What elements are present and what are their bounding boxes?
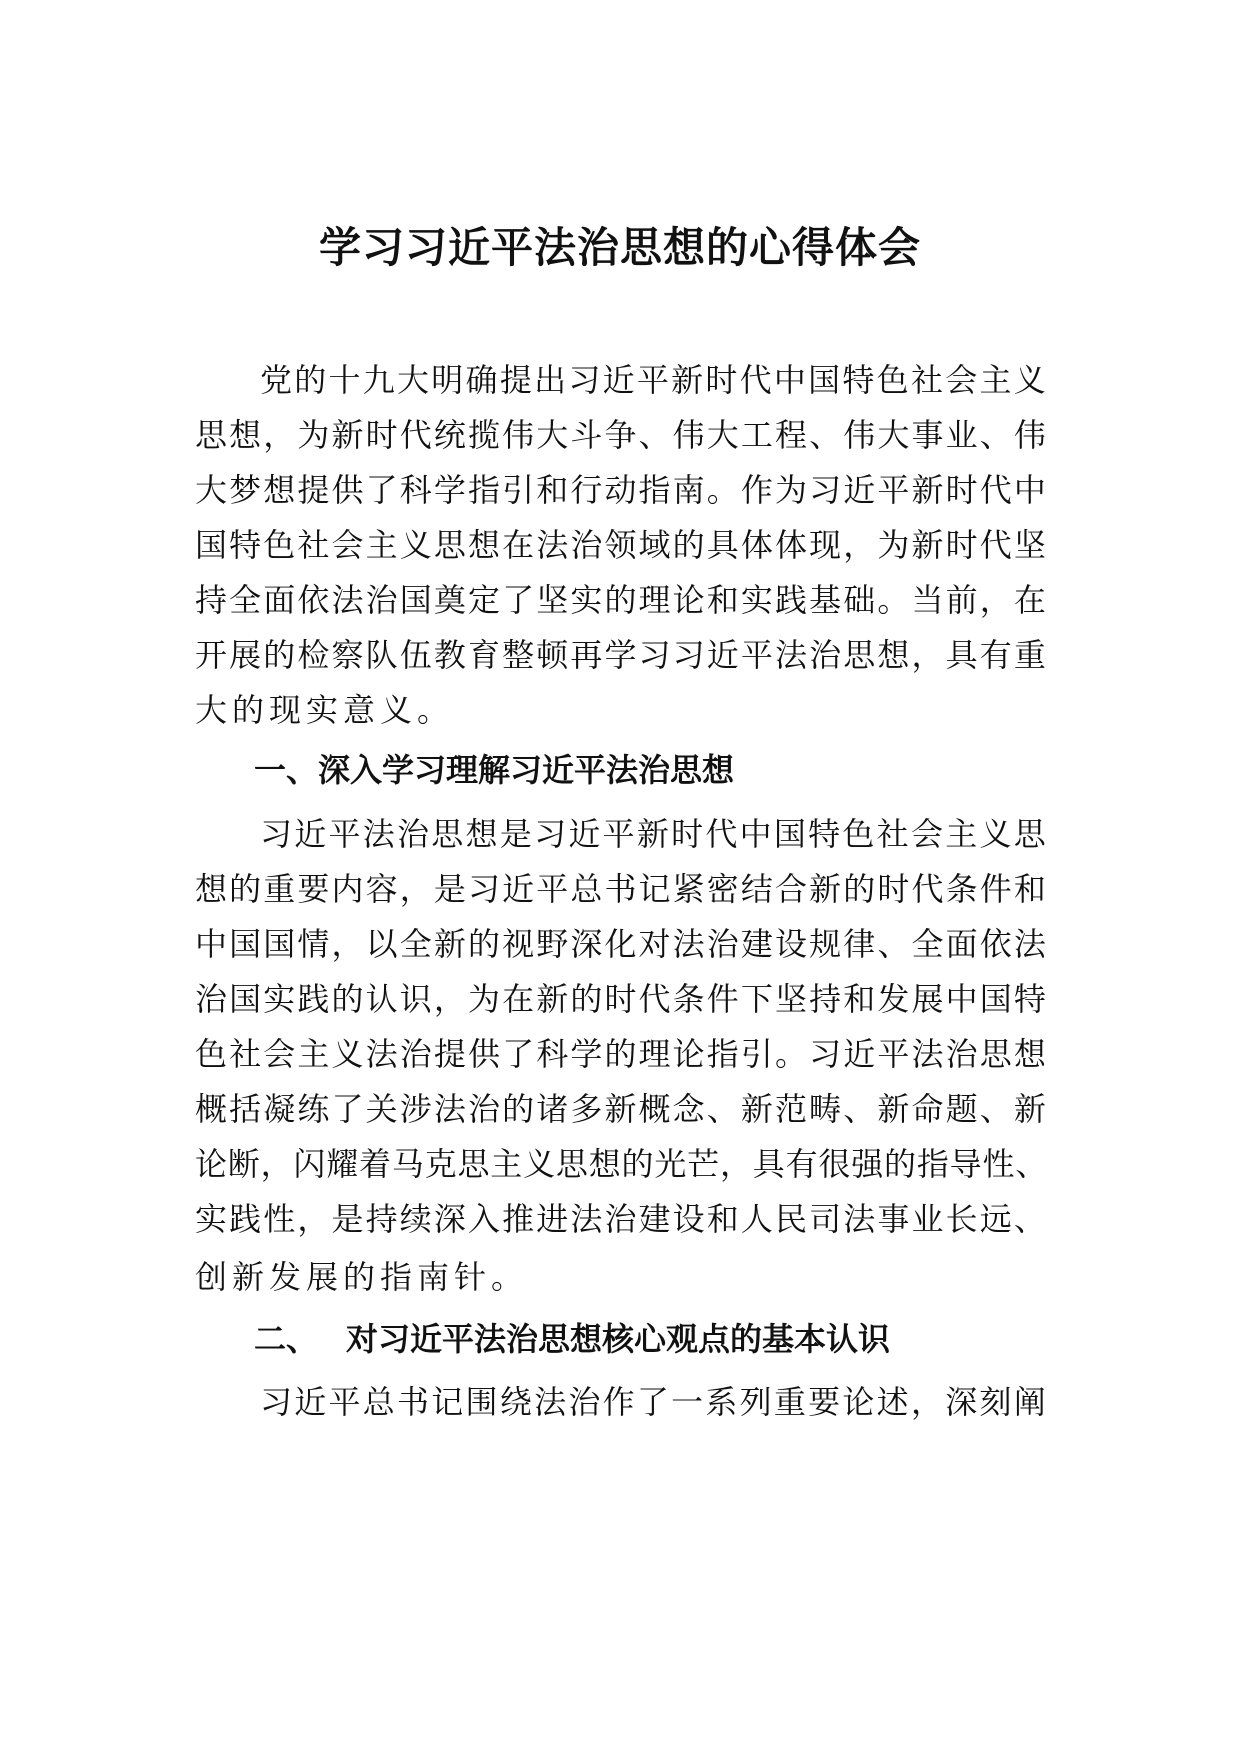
paragraph-line: 治国实践的认识，为在新的时代条件下坚持和发展中国特 xyxy=(195,980,1049,1018)
section-heading-2-number: 二、 xyxy=(254,1320,319,1358)
paragraph-line: 习近平法治思想是习近平新时代中国特色社会主义思 xyxy=(260,815,1048,853)
paragraph-line: 概括凝练了关涉法治的诸多新概念、新范畴、新命题、新 xyxy=(195,1090,1049,1128)
paragraph-line: 国特色社会主义思想在法治领域的具体体现，为新时代坚 xyxy=(195,526,1049,564)
section-heading-2 xyxy=(254,1317,890,1361)
paragraph-line: 思想，为新时代统揽伟大斗争、伟大工程、伟大事业、伟 xyxy=(195,416,1049,454)
paragraph-line: 持全面依法治国奠定了坚实的理论和实践基础。当前，在 xyxy=(195,581,1049,619)
paragraph-line: 党的十九大明确提出习近平新时代中国特色社会主义 xyxy=(260,361,1048,399)
paragraph-line: 习近平总书记围绕法治作了一系列重要论述，深刻阐 xyxy=(260,1383,1048,1421)
paragraph-line: 大梦想提供了科学指引和行动指南。作为习近平新时代中 xyxy=(195,471,1049,509)
section-heading-2-text: 对习近平法治思想核心观点的基本认识 xyxy=(346,1320,891,1358)
paragraph-line: 色社会主义法治提供了科学的理论指引。习近平法治思想 xyxy=(195,1035,1049,1073)
paragraph-line: 大的现实意义。 xyxy=(195,691,455,729)
paragraph-line: 中国国情，以全新的视野深化对法治建设规律、全面依法 xyxy=(195,925,1049,963)
section-heading-1: 一、深入学习理解习近平法治思想 xyxy=(254,751,735,789)
paragraph-line: 想的重要内容，是习近平总书记紧密结合新的时代条件和 xyxy=(195,870,1049,908)
paragraph-line: 论断，闪耀着马克思主义思想的光芒，具有很强的指导性、 xyxy=(195,1145,1049,1183)
paragraph-line: 开展的检察队伍教育整顿再学习习近平法治思想，具有重 xyxy=(195,636,1049,674)
paragraph-line: 实践性，是持续深入推进法治建设和人民司法事业长远、 xyxy=(195,1200,1049,1238)
paragraph-line: 创新发展的指南针。 xyxy=(195,1258,529,1296)
document-title: 学习习近平法治思想的心得体会 xyxy=(318,223,921,272)
